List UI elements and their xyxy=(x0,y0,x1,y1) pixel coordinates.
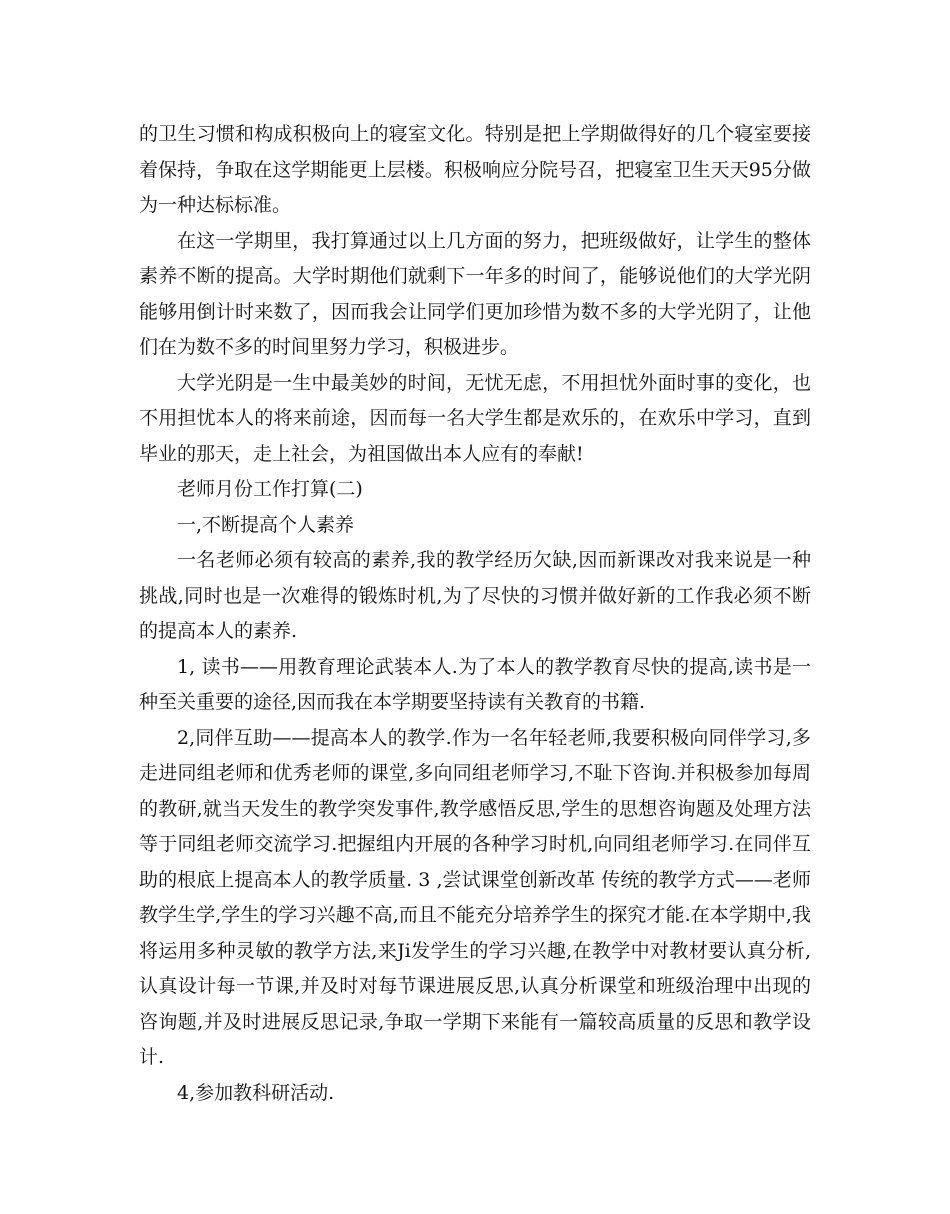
document-body xyxy=(139,117,811,1111)
list-item-reading: 1, 读书——用教育理论武装本人.为了本人的教学教育尽快的提高,读书是一种至关重要的途径,因而我在本学期要坚持读有关教育的书籍. xyxy=(139,655,811,713)
list-item-research-activities: 4,参加教科研活动. xyxy=(177,1081,335,1104)
subheading-personal-quality: 一,不断提高个人素养 xyxy=(177,513,355,536)
section-heading-plan-two: 老师月份工作打算(二) xyxy=(177,478,363,500)
paragraph-teacher-quality: 一名老师必须有较高的素养,我的教学经历欠缺,因而新课改对我来说是一种挑战,同时也是一次难得的锻炼时机,为了尽快的习惯并做好新的工作我必须不断的提高本人的素养. xyxy=(139,549,811,642)
list-item-peer-support: 2,同伴互助——提高本人的教学.作为一名年轻老师,我要积极向同伴学习,多走进同组老师和优秀老师的课堂,多向同组老师学习,不耻下咨询.并积极参加每周的教研,就当天发生的教学突发事件,教学感悟反思,学生的思想咨询题及处理方法等于同组老师交流学习.把握组内开展的各种学习时机,向同组老师学习.在同伴互助的根底上提高本人的教学质量. 3 ,尝试课堂创新改革 传统的教学方式——老师教学生学,学生的学习兴趣不高,而且不能充分培养学生的探究才能.在本学期中,我将运用多种灵敏的教学方法,来Ji发学生的学习兴趣,在教学中对教材要认真分析,认真设计每一节课,并及时对每节课进展反思,认真分析课堂和班级治理中出现的咨询题,并及时进展反思记录,争取一学期下来能有一篇较高质量的反思和教学设计. xyxy=(139,726,811,1068)
paragraph-university-time: 大学光阴是一生中最美妙的时间，无忧无虑，不用担忧外面时事的变化，也不用担忧本人的将来前途，因而每一名大学生都是欢乐的，在欢乐中学习，直到毕业的那天，走上社会，为祖国做出本人应有的奉献! xyxy=(139,371,811,465)
paragraph-semester-plan: 在这一学期里，我打算通过以上几方面的努力，把班级做好，让学生的整体素养不断的提高。大学时期他们就剩下一年多的时间了，能够说他们的大学光阴能够用倒计时来数了，因而我会让同学们更加珍惜为数不多的大学光阴了，让他们在为数不多的时间里努力学习，积极进步。 xyxy=(139,229,811,358)
paragraph-dormitory-culture: 的卫生习惯和构成积极向上的寝室文化。特别是把上学期做得好的几个寝室要接着保持，争取在这学期能更上层楼。积极响应分院号召，把寝室卫生天天95分做为一种达标标准。 xyxy=(139,123,811,216)
